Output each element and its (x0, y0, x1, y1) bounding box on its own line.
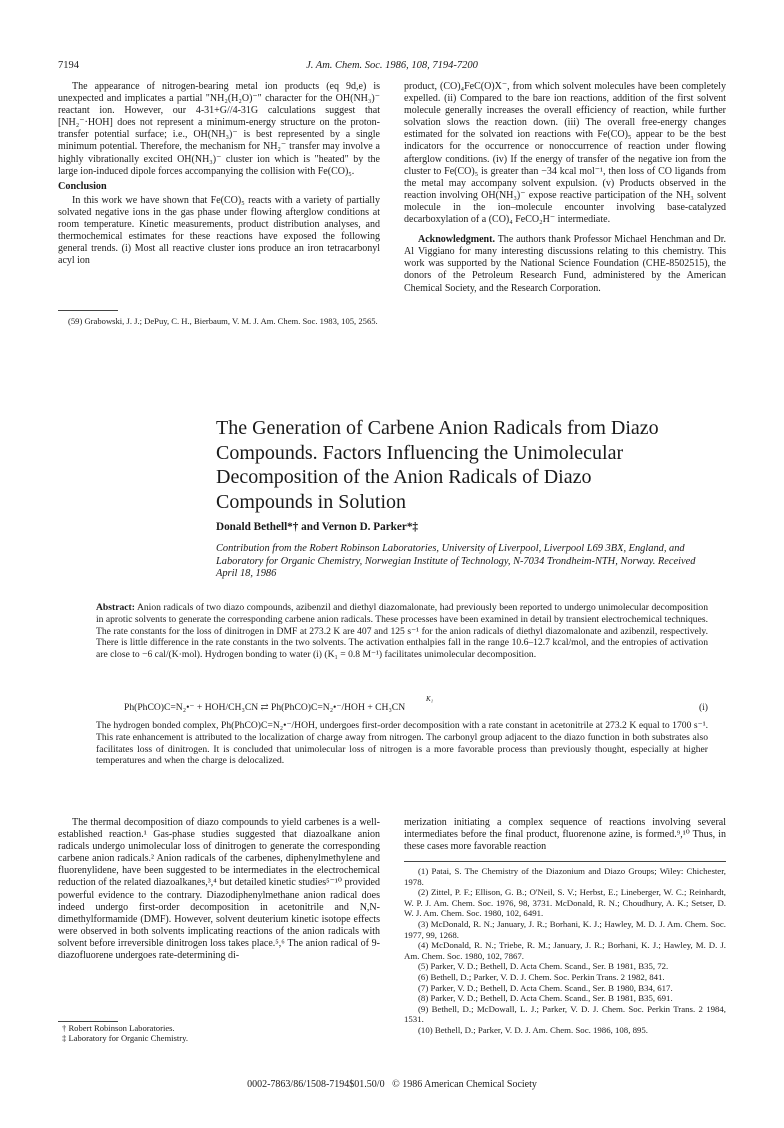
equation: Ph(PhCO)C=N₂•⁻ + HOH/CH₃CN ⇄ Ph(PhCO)C=N₂•⁻/HOH + CH₃CN (124, 702, 406, 713)
equation-number: (i) (698, 702, 708, 713)
acknowledgment (404, 234, 726, 294)
conclusion-heading: Conclusion (58, 180, 107, 192)
prev-right-column (404, 81, 726, 295)
body-left-column (58, 817, 380, 962)
reference-item: (9) Bethell, D.; McDowall, L. J.; Parker, V. D. J. Chem. Soc. Perkin Trans. 2 1984, 1531. (404, 1003, 726, 1025)
footnote-59: (59) Grabowski, J. J.; DePuy, C. H., Bierbaum, V. M. J. Am. Chem. Soc. 1983, 105, 2565. (68, 316, 378, 326)
footer-copyright: © 1986 American Chemical Society (392, 1079, 537, 1090)
reference-item: (7) Parker, V. D.; Bethell, D. Acta Chem. Scand., Ser. B 1980, B34, 617. (418, 982, 673, 993)
reference-item: (8) Parker, V. D.; Bethell, D. Acta Chem. Scand., Ser. B 1981, B35, 691. (418, 993, 673, 1004)
reference-item: (3) McDonald, R. N.; January, J. R.; Borhani, K. J.; Hawley, M. D. J. Am. Chem. Soc. 1977, 99, 1268. (404, 918, 726, 940)
acknowledgment-label: Acknowledgment. (418, 234, 495, 246)
references-divider (404, 861, 726, 862)
article-title: The Generation of Carbene Anion Radicals from Diazo Compounds. Factors Influencing the Unimolecular Decomposition of the Anion Radicals of Diazo Compounds in Solution (216, 417, 659, 513)
body-left-paragraph: The thermal decomposition of diazo compounds to yield carbenes is a well-established reaction.¹ Gas-phase studies suggested that diazoalkane anion radicals undergo unimolecular loss of dinitrogen to generate the corresponding carbene anion radicals.² Anion radicals of the carbenes, diphenylmethylene and fluorenylidene, have been suggested to be intermediates in the electrochemical reduction of the related diazoalkanes,³,⁴ but detailed kinetic studies⁵⁻¹⁰ provided powerful evidence to the contrary. Diazodiphenylmethane anion radical does indeed undergo first-order decomposition in acetonitrile and N,N-dimethylformamide (DMF). However, solvent deuterium kinetic isotope effects were observed in both solvents implicating reactions of the anion radicals with solvent before irreversible dinitrogen loss takes place.⁵,⁶ The anion radical of 9-diazofluorene undergoes rate-determining di- (58, 817, 380, 962)
abstract-label: Abstract: (96, 602, 135, 613)
reference-item: (10) Bethell, D.; Parker, V. D. J. Am. Chem. Soc. 1986, 108, 895. (418, 1024, 648, 1035)
abstract-paragraph-2: The hydrogen bonded complex, Ph(PhCO)C=N₂•⁻/HOH, undergoes first-order decomposition with a rate constant in acetonitrile at 273.2 K equal to 1700 s⁻¹. This rate enhancement is attributed to the localization of charge away from nitrogen. The carbonyl group adjacent to the diazo function in both substrates also facilitates loss of dinitrogen. It is concluded that unimolecular loss of nitrogen is a more favorable process than previously thought, especially at higher temperatures and when the charge is delocalized. (96, 720, 708, 767)
reference-item: (1) Patai, S. The Chemistry of the Diazonium and Diazo Groups; Wiley: Chichester, 1978. (404, 866, 726, 887)
footer-code: 0002-7863/86/1508-7194$01.50/0 (247, 1079, 385, 1090)
reference-item: (5) Parker, V. D.; Bethell, D. Acta Chem. Scand., Ser. B 1981, B35, 72. (418, 961, 669, 972)
affiliation-footnote-divider (58, 1021, 118, 1022)
reference-item: (2) Zittel, P. F.; Ellison, G. B.; O'Neil, S. V.; Herbst, E.; Lineberger, W. C.; Reinhardt, W. P. J. Am. Chem. Soc. 1976, 98, 3731. McDonald, R. N.; Choudhury, A. K.; Setser, D. W. J. Am. Chem. Soc. 1980, 102, 6491. (404, 887, 726, 919)
article-authors: Donald Bethell*† and Vernon D. Parker*‡ (216, 521, 419, 533)
prev-left-paragraph-2: In this work we have shown that Fe(CO)₅ reacts with a variety of partially solvated negative ions in the gas phase under flowing afterglow conditions at room temperature. Kinetic measurements, product distribution analyses, and thermochemical estimates for these reactions have exposed the following general trends. (i) Most all reactive cluster ions produce an iron tetracarbonyl acyl ion (58, 194, 380, 267)
acknowledgment-text: The authors thank Professor Michael Henchman and Dr. Al Viggiano for many interesting discussions relating to this chemistry. This work was supported by the National Science Foundation (CHE-8502515), the donors of the Petroleum Research Fund, administered by the American Chemical Society, and the Research Corporation. (404, 234, 726, 294)
article-affiliation: Contribution from the Robert Robinson Laboratories, University of Liverpool, Liverpool L69 3BX, England, and Laboratory for Organic Chemistry, Norwegian Institute of Technology, N-7034 Trondheim-NTH, Norway. Received April 18, 1986 (216, 543, 696, 580)
abstract (96, 602, 708, 661)
body-right-column (404, 817, 726, 853)
prev-left-paragraph-1: The appearance of nitrogen-bearing metal ion products (eq 9d,e) is unexpected and implicates a partial "NH₂(H₂O)⁻" character for the OH(NH₃)⁻ reactant ion. However, our 4-31+G//4-31G calculations suggest that [NH₂⁻·HOH] does not represent a minimum-energy structure on the proton-transfer potential surface; i.e., OH(NH₃)⁻ is best represented by a single minimum potential. Therefore, the mechanism for NH₂⁻ transfer may involve a highly vibrationally excited OH(NH₃)⁻ cluster ion which is "heated" by the large ion-induced dipole forces accompanying the collision with Fe(CO)₅. (58, 81, 380, 177)
footnote-divider (58, 310, 118, 311)
references-list (404, 866, 726, 1036)
prev-right-paragraph-1: product, (CO)₄FeC(O)X⁻, from which solvent molecules have been completely expelled. (ii) Compared to the bare ion reactions, addition of the first solvent molecule generally increases the overall efficiency of reaction, while further solvation slows the reaction down. (iii) The overall free-energy changes estimated for the solvated ion reactions with Fe(CO)₅ appear to be the best indicators for the occurrence or nonoccurrence of reaction under flowing afterglow conditions. (iv) If the energy of transfer of the negative ion from the cluster to Fe(CO)₅ is greater than −34 kcal mol⁻¹, then loss of CO ligands from the metal may accompany solvent expulsion. (v) Products observed in the reaction involving OH(NH₃)⁻ expose reactive participation of the NH₃ solvent molecule in the ion–molecule encounter involving base-catalyzed decarboxylation of a (CO)₄ FeCO₂H⁻ intermediate. (404, 81, 726, 226)
footnote-dagger: † Robert Robinson Laboratories. (62, 1023, 175, 1033)
affiliation-footnotes (62, 1023, 380, 1043)
page-footer (0, 1079, 784, 1090)
reference-item: (6) Bethell, D.; Parker, V. D. J. Chem. Soc. Perkin Trans. 2 1982, 841. (418, 971, 665, 982)
equation-row (96, 695, 708, 716)
page-number: 7194 (58, 60, 79, 71)
footnote-double-dagger: ‡ Laboratory for Organic Chemistry. (62, 1033, 189, 1044)
equation-constant: K₁ (426, 695, 434, 703)
running-header: J. Am. Chem. Soc. 1986, 108, 7194-7200 (306, 60, 478, 71)
reference-item: (4) McDonald, R. N.; Triebe, R. M.; January, J. R.; Borhani, K. J.; Hawley, M. D. J. Am. Chem. Soc. 1980, 102, 7867. (404, 940, 726, 961)
body-right-paragraph: merization initiating a complex sequence of reactions involving several intermediates before the final product, fluorenone azine, is formed.⁹,¹⁰ Thus, in these cases more favorable reaction (404, 817, 726, 853)
abstract-paragraph-1: Anion radicals of two diazo compounds, azibenzil and diethyl diazomalonate, had previously been reported to undergo unimolecular decomposition in aprotic solvents to generate the corresponding carbene anion radicals. These processes have been examined in detail by transient electrochemical techniques. The rate constants for the loss of dinitrogen in DMF at 273.2 K are 407 and 125 s⁻¹ for the anion radicals of diethyl diazomalonate and azibenzil, respectively. There is little difference in the rate constants in the two solvents. The activation enthalpies fall in the range 10.6–12.7 kcal/mol, and the entropies of activation are close to −6 cal/(K·mol). Hydrogen bonding to water (i) (K₁ = 0.8 M⁻¹) facilitates unimolecular decomposition. (96, 602, 708, 661)
prev-left-column (58, 81, 380, 267)
